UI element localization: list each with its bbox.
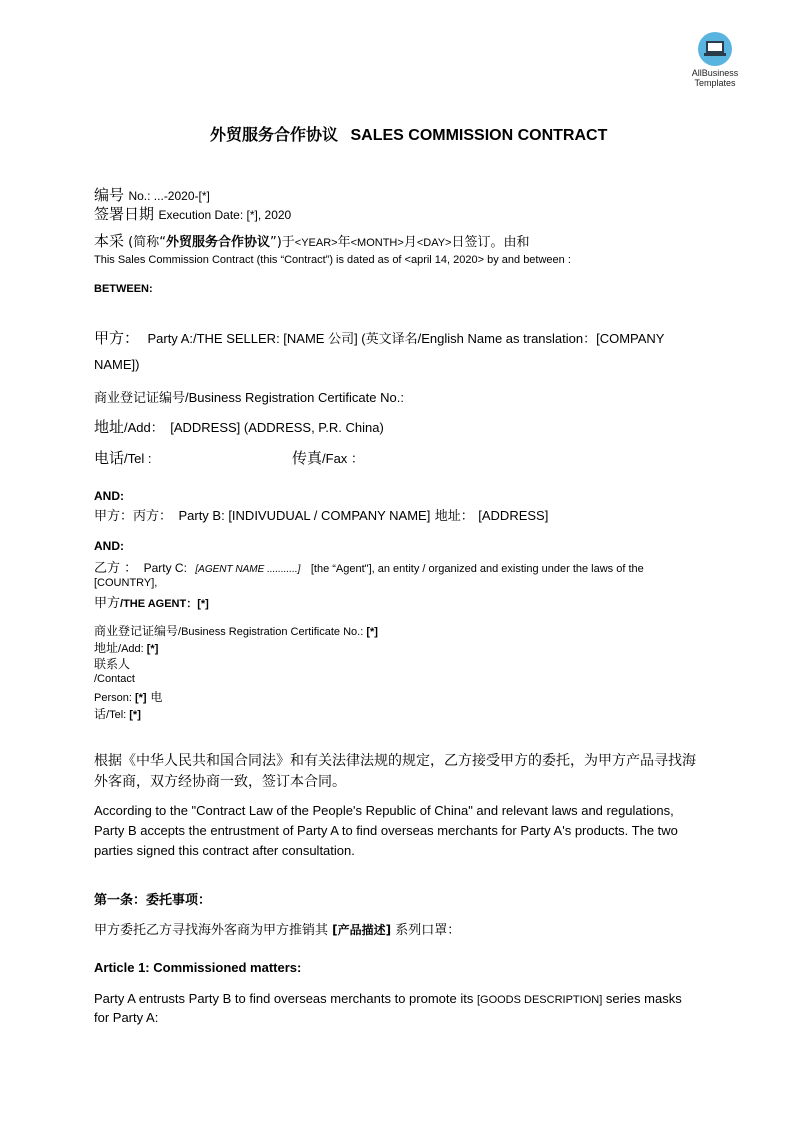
party-c-agent xyxy=(94,592,209,612)
article1-body-en xyxy=(94,990,682,1008)
page-title xyxy=(210,122,607,145)
and-label-2: AND: xyxy=(94,539,124,553)
party-a-text: Party A:/THE SELLER: [NAME 公司] (英文译名/English Name as translation：[COMPANY xyxy=(147,331,665,346)
party-c-contact-val: [*] xyxy=(134,692,147,704)
no-en: No.: ...-2020-[*] xyxy=(128,189,210,203)
intro-en: This Sales Commission Contract (this “Contract”) is dated as of <april 14, 2020> by and between : xyxy=(94,254,571,266)
party-c-reg-val: [*] xyxy=(366,626,378,638)
party-c-label-cn: 乙方 ： xyxy=(94,561,138,576)
article1-heading-en: Article 1: Commissioned matters: xyxy=(94,960,302,975)
party-a-addr-cn: 地址 xyxy=(94,418,125,436)
date-cn: 签署日期 xyxy=(94,205,155,223)
intro-cn-bold: 外贸服务合作协议 xyxy=(165,235,270,250)
party-a-reg: 商业登记证编号/Business Registration Certificate No.: xyxy=(94,390,404,405)
party-c-tel-cn1: 电 xyxy=(146,690,163,704)
article1-body-en-2: series masks xyxy=(602,991,682,1006)
party-a-tel-en: /Tel : xyxy=(124,451,152,466)
party-c-contact-en1: /Contact xyxy=(94,673,135,685)
intro-cn xyxy=(94,230,530,251)
party-c-tel-cn2: 话 xyxy=(94,707,107,721)
date-en: Execution Date: [*], 2020 xyxy=(158,208,292,222)
contract-number xyxy=(94,184,210,205)
article1-body-cn-1: 甲方委托乙方寻找海外客商为甲方推销其 xyxy=(94,923,333,938)
logo-text-line1: AllBusiness xyxy=(691,68,739,78)
article1-body-cn-2: 系列口罩： xyxy=(391,923,461,938)
party-c-contact-person xyxy=(94,688,162,706)
party-b-label-cn: 甲方：丙方： xyxy=(94,509,173,524)
party-c-line xyxy=(94,557,644,577)
party-a-fax-en: /Fax ： xyxy=(322,451,364,466)
title-cn: 外贸服务合作协议 xyxy=(210,125,339,144)
party-b-text: Party B: [INDIVUDUAL / COMPANY NAME] xyxy=(178,508,431,523)
between-label: BETWEEN: xyxy=(94,283,153,295)
party-b-line xyxy=(94,505,548,525)
laptop-icon xyxy=(698,32,732,66)
party-a-tel-cn: 电话 xyxy=(94,449,125,467)
party-b-addr-cn: 地址： xyxy=(434,509,474,524)
party-c-desc: [the “Agent"], an entity / organized and existing under the laws of the xyxy=(310,563,644,575)
party-c-tel xyxy=(94,705,141,723)
logo-text-line2: Templates xyxy=(694,78,736,88)
party-a-label-cn: 甲方： xyxy=(94,329,140,347)
article1-goods-description: [GOODS DESCRIPTION] xyxy=(476,994,603,1006)
party-c-addr-val: [*] xyxy=(146,643,159,655)
party-c-tel-val: [*] xyxy=(129,709,141,721)
title-en: SALES COMMISSION CONTRACT xyxy=(350,127,608,144)
intro-cn-part1: 本采 xyxy=(94,232,125,250)
party-a-address xyxy=(94,416,384,437)
execution-date xyxy=(94,203,291,224)
intro-cn-end: 日签订。由和 xyxy=(451,235,530,250)
intro-year: <YEAR> xyxy=(294,237,338,249)
party-a-fax xyxy=(292,447,364,468)
party-c-agent-cn: 甲方 xyxy=(94,596,121,611)
party-a-addr-val: [ADDRESS] (ADDRESS, P.R. China) xyxy=(170,420,384,435)
party-c-country: [COUNTRY], xyxy=(94,577,158,589)
party-c-contact-en2: Person: xyxy=(94,692,135,704)
article1-body-en-1: Party A entrusts Party B to find overseas merchants to promote its xyxy=(94,991,477,1006)
party-c-addr-cn: 地址 xyxy=(94,641,119,655)
party-a-line xyxy=(94,327,664,348)
party-a-tel xyxy=(94,447,151,468)
article1-body-cn xyxy=(94,919,460,939)
party-c-addr-en: /Add: xyxy=(118,643,147,655)
party-a-addr-en: /Add： xyxy=(124,420,164,435)
intro-month: <MONTH> xyxy=(350,237,404,249)
intro-nian: 年 xyxy=(337,235,351,250)
article1-body-cn-bold: [产品描述] xyxy=(332,923,392,937)
intro-cn-part2: (简称“ xyxy=(124,235,166,250)
party-c-agent-en: /THE AGENT：[*] xyxy=(120,598,209,610)
and-label-1: AND: xyxy=(94,489,124,503)
party-c-tel-en: /Tel: xyxy=(106,709,130,721)
intro-cn-part3: ”)于 xyxy=(269,235,295,250)
article1-heading-cn: 第一条：委托事项： xyxy=(94,893,212,908)
party-c-reg-en: /Business Registration Certificate No.: xyxy=(178,626,367,638)
intro-yue: 月 xyxy=(403,235,417,250)
party-c-label-en: Party C: xyxy=(143,561,187,575)
article1-body-en-3: for Party A: xyxy=(94,1010,159,1025)
party-a-text2: NAME]) xyxy=(94,357,140,372)
intro-day: <DAY> xyxy=(416,237,452,249)
party-c-reg xyxy=(94,622,378,640)
allbusiness-logo xyxy=(688,32,742,88)
party-c-agent-name: [AGENT NAME ...........] xyxy=(195,564,301,575)
party-b-addr-val: [ADDRESS] xyxy=(478,508,549,523)
party-a-fax-cn: 传真 xyxy=(292,449,323,467)
party-c-reg-cn: 商业登记证编号 xyxy=(94,624,179,638)
law-paragraph-cn: 根据《中华人民共和国合同法》和有关法律法规的规定，乙方接受甲方的委托，为甲方产品寻找海外客商，双方经协商一致，签订本合同。 xyxy=(94,753,696,790)
law-paragraph-en: According to the "Contract Law of the People's Republic of China" and relevant laws and regulations, Party B accepts the entrustment of Party A to find overseas merchants for Party A's products. The two parties signed this contract after consultation. xyxy=(94,803,678,858)
party-c-contact-cn: 联系人 xyxy=(94,657,131,671)
no-cn: 编号 xyxy=(94,186,125,204)
